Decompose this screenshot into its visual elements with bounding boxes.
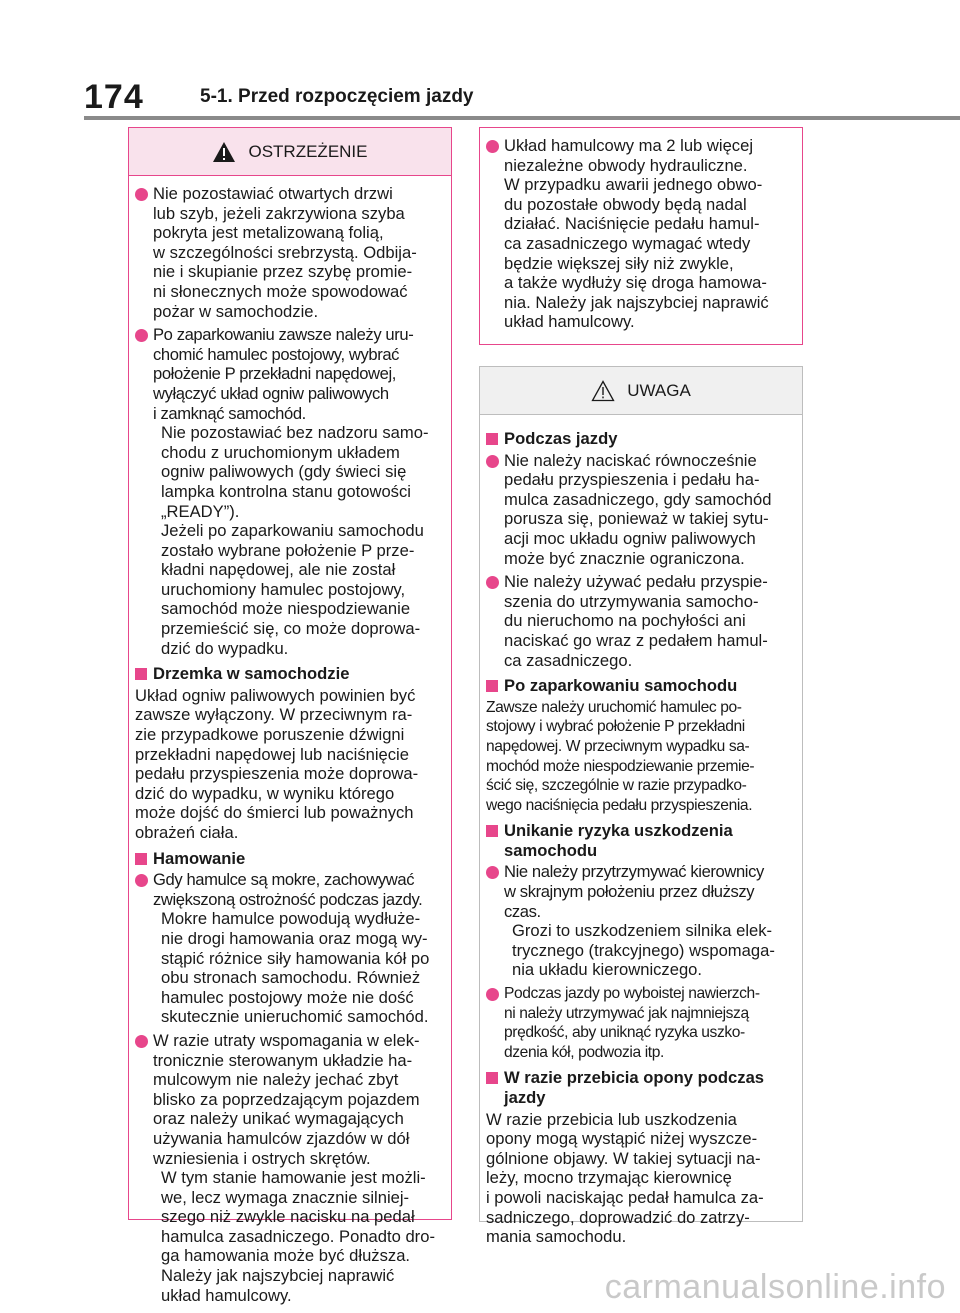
subheading-text: Drzemka w samochodzie — [153, 664, 350, 684]
body-text: Układ ogniw paliwowych powinien być zawsze wyłączony. W przeciwnym ra- zie przypadkowe poruszenie dźwigni przekładni napędowej lub naciśnięcie pedału przyspieszenia może doprowa- dzić do wypadku, w wyniku którego może dojść do śmierci lub poważnych obrażeń ciała. — [135, 685, 419, 842]
page-number: 174 — [84, 78, 144, 116]
warning-triangle-icon — [212, 141, 236, 163]
list-item — [490, 136, 792, 332]
warning-title: OSTRZEŻENIE — [248, 141, 368, 161]
notice-item-text: Podczas jazdy po wyboistej nawierzch- ni należy utrzymywać jak najmniejszą prędkość, aby uniknąć ryzyka uszko- dzenia kół, podwozia itp. — [504, 985, 760, 1061]
notice-box — [479, 366, 803, 1247]
list-item — [490, 984, 792, 1062]
bullet-icon — [486, 866, 499, 879]
subheading — [490, 429, 792, 449]
warning-item-continuation: Nie pozostawiać bez nadzoru samo- chodu z uruchomionym układem ogniw paliwowych (gdy świeci się lampka kontrolna stanu gotowości „READY”). Jeżeli po zaparkowaniu samochodu zostało wybrane położenie P prze- kładni napędowej, ale nie został uruchomiony hamulec postojowy, samochód może niespodziewanie przemieścić się, co może doprowa- dzić do wypadku. — [161, 423, 429, 658]
page-header — [84, 78, 960, 118]
bullet-icon — [135, 1035, 148, 1048]
square-bullet-icon — [135, 668, 147, 680]
body-text: Zawsze należy uruchomić hamulec po- stojowy i wybrać położenie P przekładni napędowej. W przeciwnym wypadku sa- mochód może niespodziewanie przemie- ścić się, szczególnie w razie przypadko- wego naciśnięcia pedału przyspieszenia. — [486, 698, 755, 814]
warning-item-text: Gdy hamulce są mokre, zachowywać zwiększoną ostrożność podczas jazdy. — [153, 870, 423, 909]
square-bullet-icon — [486, 433, 498, 445]
warning-item-text: Nie pozostawiać otwartych drzwi lub szyb, jeżeli zakrzywiona szyba pokryta jest metalizowaną folią, w szczególności srebrzystą. Odbija- nie i skupianie przez szybę promie- ni słonecznych może spowodować pożar w samochodzie. — [153, 184, 417, 321]
list-item — [490, 862, 792, 980]
list-item — [139, 870, 441, 1027]
section-title: 5-1. Przed rozpoczęciem jazdy — [200, 86, 474, 107]
notice-title: UWAGA — [627, 380, 691, 400]
bullet-icon — [486, 988, 499, 1001]
subheading-text: Po zaparkowaniu samochodu — [504, 676, 738, 696]
warning-item-text: W razie utraty wspomagania w elek- tronicznie sterowanym układzie ha- mulcowym nie należy jechać zbyt blisko za poprzedzającym pojazdem oraz należy unikać wymagających używania hamulców zjazdów w dół wzniesienia i ostrych skrętów. — [153, 1030, 420, 1168]
warning-item-continuation: Mokre hamulce powodują wydłuże- nie drogi hamowania oraz mogą wy- stąpić różnice siły hamowania kół po obu stronach samochodu. Również hamulec postojowy może nie dość skutecznie unieruchomić samochód. — [161, 909, 430, 1027]
warning-item-text: Układ hamulcowy ma 2 lub więcej niezależne obwody hydrauliczne. W przypadku awarii jednego obwo- du pozostałe obwody będą nadal działać. Naciśnięcie pedału hamul- ca zasadniczego wymagać wtedy będzie większej siły niż zwykle, a także wydłuży się droga hamowa- nia. Należy jak najszybciej naprawić układ hamulcowy. — [504, 136, 769, 332]
subheading-text: Unikanie ryzyka uszkodzenia samochodu — [504, 821, 733, 860]
bullet-icon — [486, 140, 499, 153]
warning-item-continuation: W tym stanie hamowanie jest możli- we, lecz wymaga znacznie silniej- szego niż zwykle nacisku na pedał hamulca zasadniczego. Ponadto dro- ga hamowania może być dłuższa. Należy jak najszybciej naprawić układ hamulcowy. — [161, 1168, 435, 1305]
list-item — [139, 184, 441, 321]
warning-continuation-box — [479, 127, 803, 345]
list-item — [139, 1031, 441, 1305]
subheading — [139, 664, 441, 684]
caution-triangle-icon — [591, 380, 615, 402]
bullet-icon — [135, 188, 148, 201]
notice-item-text: Nie należy przytrzymywać kierownicy w skrajnym położeniu przez dłuższy czas. — [504, 862, 764, 921]
warning-box — [128, 127, 452, 1305]
header-divider — [84, 116, 960, 120]
list-item — [490, 451, 792, 569]
body-text: W razie przebicia lub uszkodzenia opony mogą wystąpić niżej wyszcze- gólnione objawy. W takiej sytuacji na- leży, mocno trzymając kierownicę i powoli naciskając pedał hamulca za- sadniczego, doprowadzić do zatrzy- mania samochodu. — [486, 1109, 764, 1247]
bullet-icon — [486, 455, 499, 468]
warning-continuation-content — [480, 128, 802, 344]
subheading — [490, 821, 792, 860]
square-bullet-icon — [486, 1072, 498, 1084]
square-bullet-icon — [135, 853, 147, 865]
warning-content — [129, 176, 451, 1313]
warning-item-text: Po zaparkowaniu zawsze należy uru- chomić hamulec postojowy, wybrać położenie P przekładni napędowej, wyłączyć układ ogniw paliwowych i zamknąć samochód. — [153, 325, 414, 423]
notice-item-text: Nie należy naciskać równocześnie pedału przyspieszenia i pedału ha- mulca zasadniczego, gdy samochód porusza się, ponieważ w takiej sytu- acji moc układu ogniw paliwowych może być znacznie ograniczona. — [504, 450, 772, 568]
subheading — [490, 676, 792, 696]
subheading-text: Hamowanie — [153, 848, 246, 868]
notice-item-continuation: Grozi to uszkodzeniem silnika elek- trycznego (trakcyjnego) wspomaga- nia układu kierowniczego. — [512, 921, 775, 980]
list-item — [490, 572, 792, 670]
subheading — [139, 849, 441, 869]
square-bullet-icon — [486, 825, 498, 837]
subheading — [490, 1068, 792, 1107]
warning-box-header — [129, 128, 451, 176]
subheading-text: W razie przebicia opony podczas jazdy — [504, 1068, 765, 1107]
watermark: carmanualsonline.info — [604, 1268, 946, 1306]
bullet-icon — [486, 576, 499, 589]
bullet-icon — [135, 329, 148, 342]
notice-box-header — [480, 367, 802, 415]
square-bullet-icon — [486, 680, 498, 692]
bullet-icon — [135, 874, 148, 887]
list-item — [139, 325, 441, 658]
subheading-text: Podczas jazdy — [504, 429, 618, 448]
notice-content — [480, 415, 802, 1259]
notice-item-text: Nie należy używać pedału przyspie- szenia do utrzymywania samocho- du nieruchomo na pochyłości ani naciskać go wraz z pedałem hamul- ca zasadniczego. — [504, 572, 768, 670]
